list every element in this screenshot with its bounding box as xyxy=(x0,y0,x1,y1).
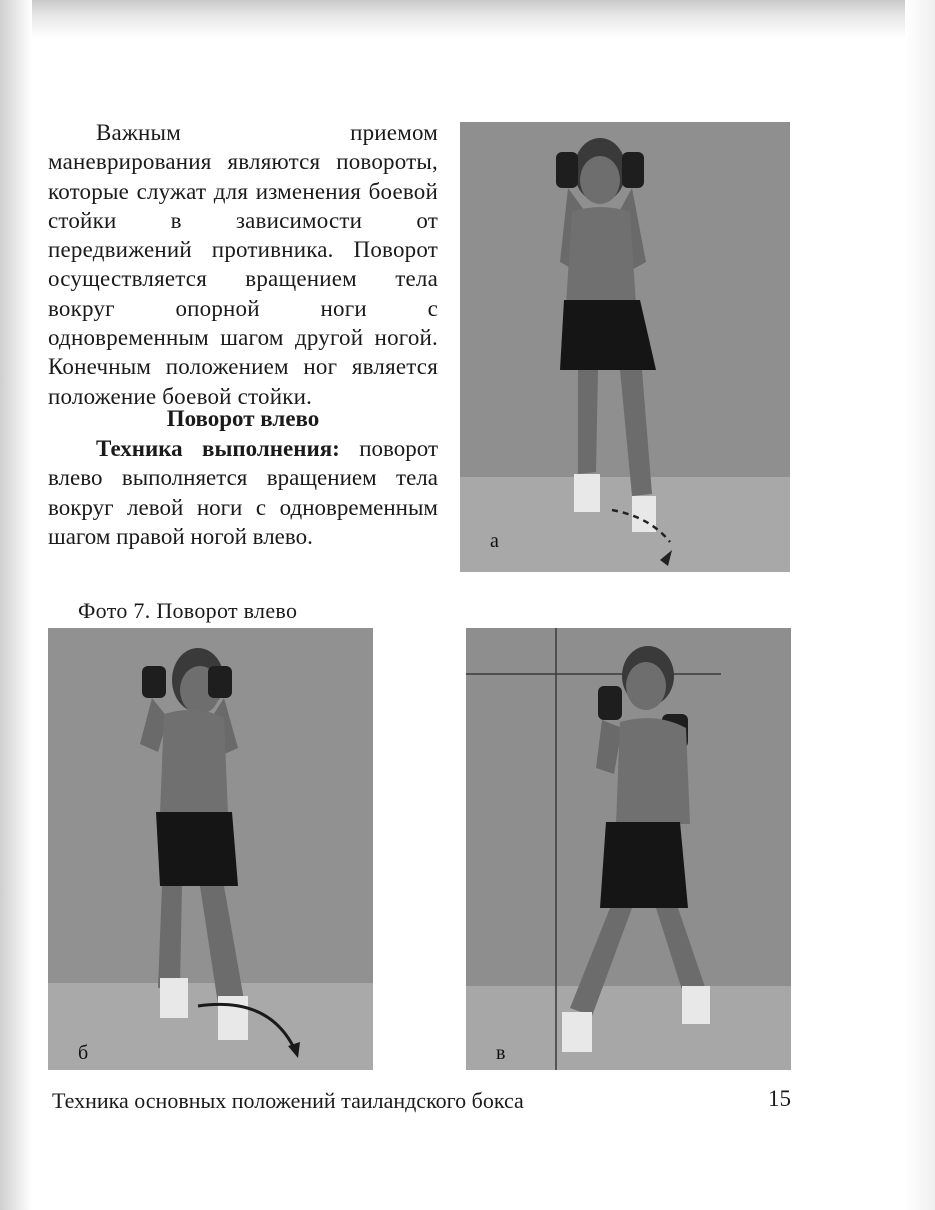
scan-shadow-top xyxy=(0,0,935,38)
page-number: 15 xyxy=(768,1086,791,1111)
technique-label: Техника выполнения: xyxy=(96,436,340,461)
technique-paragraph xyxy=(48,434,438,551)
boxer-side-stance-photo xyxy=(466,628,791,1070)
photo-v xyxy=(466,628,791,1070)
photo-b xyxy=(48,628,373,1070)
section-subheading: Поворот влево xyxy=(166,406,320,431)
photo-v-letter: в xyxy=(496,1042,506,1064)
photo-caption: Фото 7. Поворот влево xyxy=(78,598,298,623)
body-paragraph-text: Важным приемом маневрирования являются повороты, которые служат для изменения боевой стойки в зависимости от передвижений противника. Поворот осуществляется вращением тела вокруг опорной ноги с одновременным шагом другой ногой. Конечным положением ног является положение боевой стойки. xyxy=(48,120,438,409)
body-paragraph xyxy=(48,118,438,411)
photo-a xyxy=(460,122,790,572)
scan-shadow-left xyxy=(0,0,32,1210)
technique-text: поворот влево выполняется вращением тела вокруг левой ноги с одновременным шагом правой ногой влево. xyxy=(48,436,438,549)
running-footer-title: Техника основных положений таиландского бокса xyxy=(52,1088,524,1113)
boxer-front-stance-photo xyxy=(460,122,790,572)
photo-a-letter: а xyxy=(490,530,499,552)
photo-b-letter: б xyxy=(78,1042,89,1064)
scan-shadow-right xyxy=(905,0,935,1210)
boxer-turning-photo xyxy=(48,628,373,1070)
